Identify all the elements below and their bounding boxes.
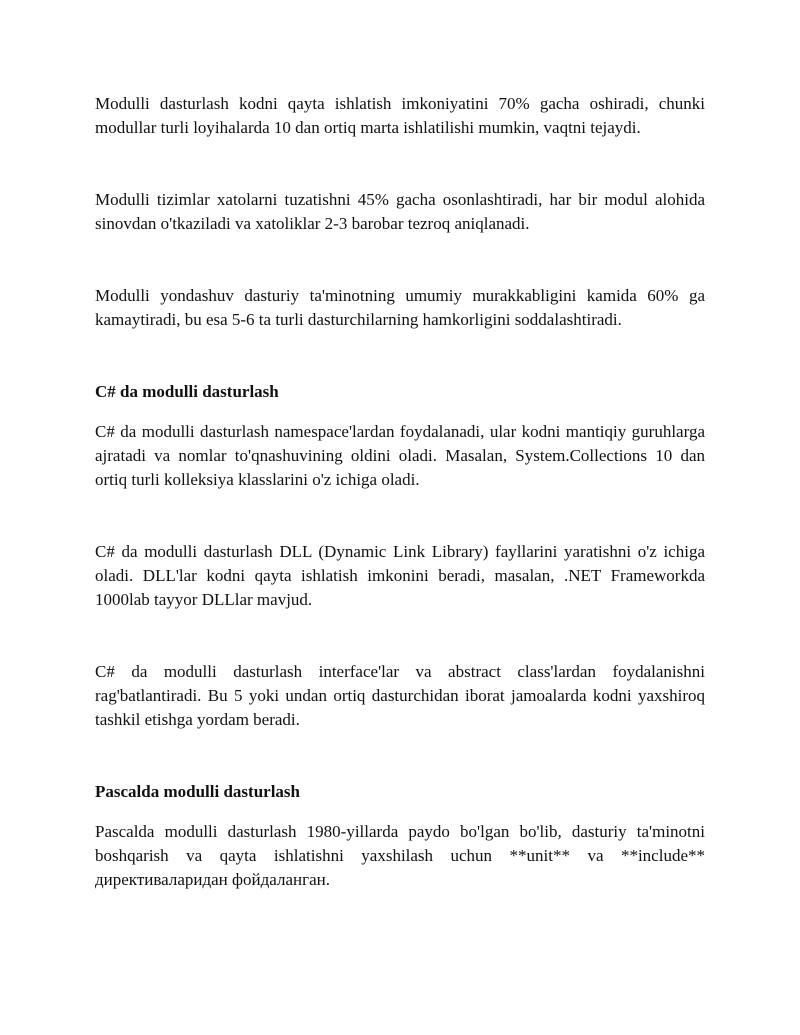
heading-spacer	[95, 404, 705, 420]
paragraph-debugging: Modulli tizimlar xatolarni tuzatishni 45% gacha osonlashtiradi, har bir modul alohida sinovdan o'tkaziladi va xatoliklar 2-3 barobar tezroq aniqlanadi.	[95, 190, 705, 233]
paragraph-csharp-interfaces: C# da modulli dasturlash interface'lar va abstract class'lardan foydalanishni rag'batlantiradi. Bu 5 yoki undan ortiq dasturchidan iborat jamoalarda kodni yaxshiroq tashkil etishga yordam beradi.	[95, 662, 705, 729]
paragraph-complexity: Modulli yondashuv dasturiy ta'minotning umumiy murakkabligini kamida 60% ga kamaytiradi, bu esa 5-6 ta turli dasturchilarning hamkorligini soddalashtiradi.	[95, 286, 705, 329]
section-heading-pascal: Pascalda modulli dasturlash	[95, 782, 300, 801]
paragraph-spacer	[95, 140, 705, 188]
heading-spacer	[95, 804, 705, 820]
paragraph-csharp-dll: C# da modulli dasturlash DLL (Dynamic Link Library) fayllarini yaratishni o'z ichiga oladi. DLL'lar kodni qayta ishlatish imkonini beradi, masalan, .NET Frameworkda 1000lab tayyor DLLlar mavjud.	[95, 542, 705, 609]
section-heading-csharp: C# da modulli dasturlash	[95, 382, 279, 401]
paragraph-spacer	[95, 612, 705, 660]
paragraph-csharp-namespaces: C# da modulli dasturlash namespace'lardan foydalanadi, ular kodni mantiqiy guruhlarga ajratadi va nomlar to'qnashuvining oldini oladi. Masalan, System.Collections 10 dan ortiq turli kolleksiya klasslarini o'z ichiga oladi.	[95, 422, 705, 489]
document-body	[95, 92, 705, 892]
paragraph-code-reuse: Modulli dasturlash kodni qayta ishlatish imkoniyatini 70% gacha oshiradi, chunki modullar turli loyihalarda 10 dan ortiq marta ishlatilishi mumkin, vaqtni tejaydi.	[95, 94, 705, 137]
paragraph-spacer	[95, 236, 705, 284]
section-spacer	[95, 732, 705, 780]
section-spacer	[95, 332, 705, 380]
paragraph-spacer	[95, 492, 705, 540]
paragraph-pascal-units: Pascalda modulli dasturlash 1980-yillarda paydo bo'lgan bo'lib, dasturiy ta'minotni boshqarish va qayta ishlatishni yaxshilash uchun **unit** va **include** директиваларидан фойдаланган.	[95, 822, 705, 889]
